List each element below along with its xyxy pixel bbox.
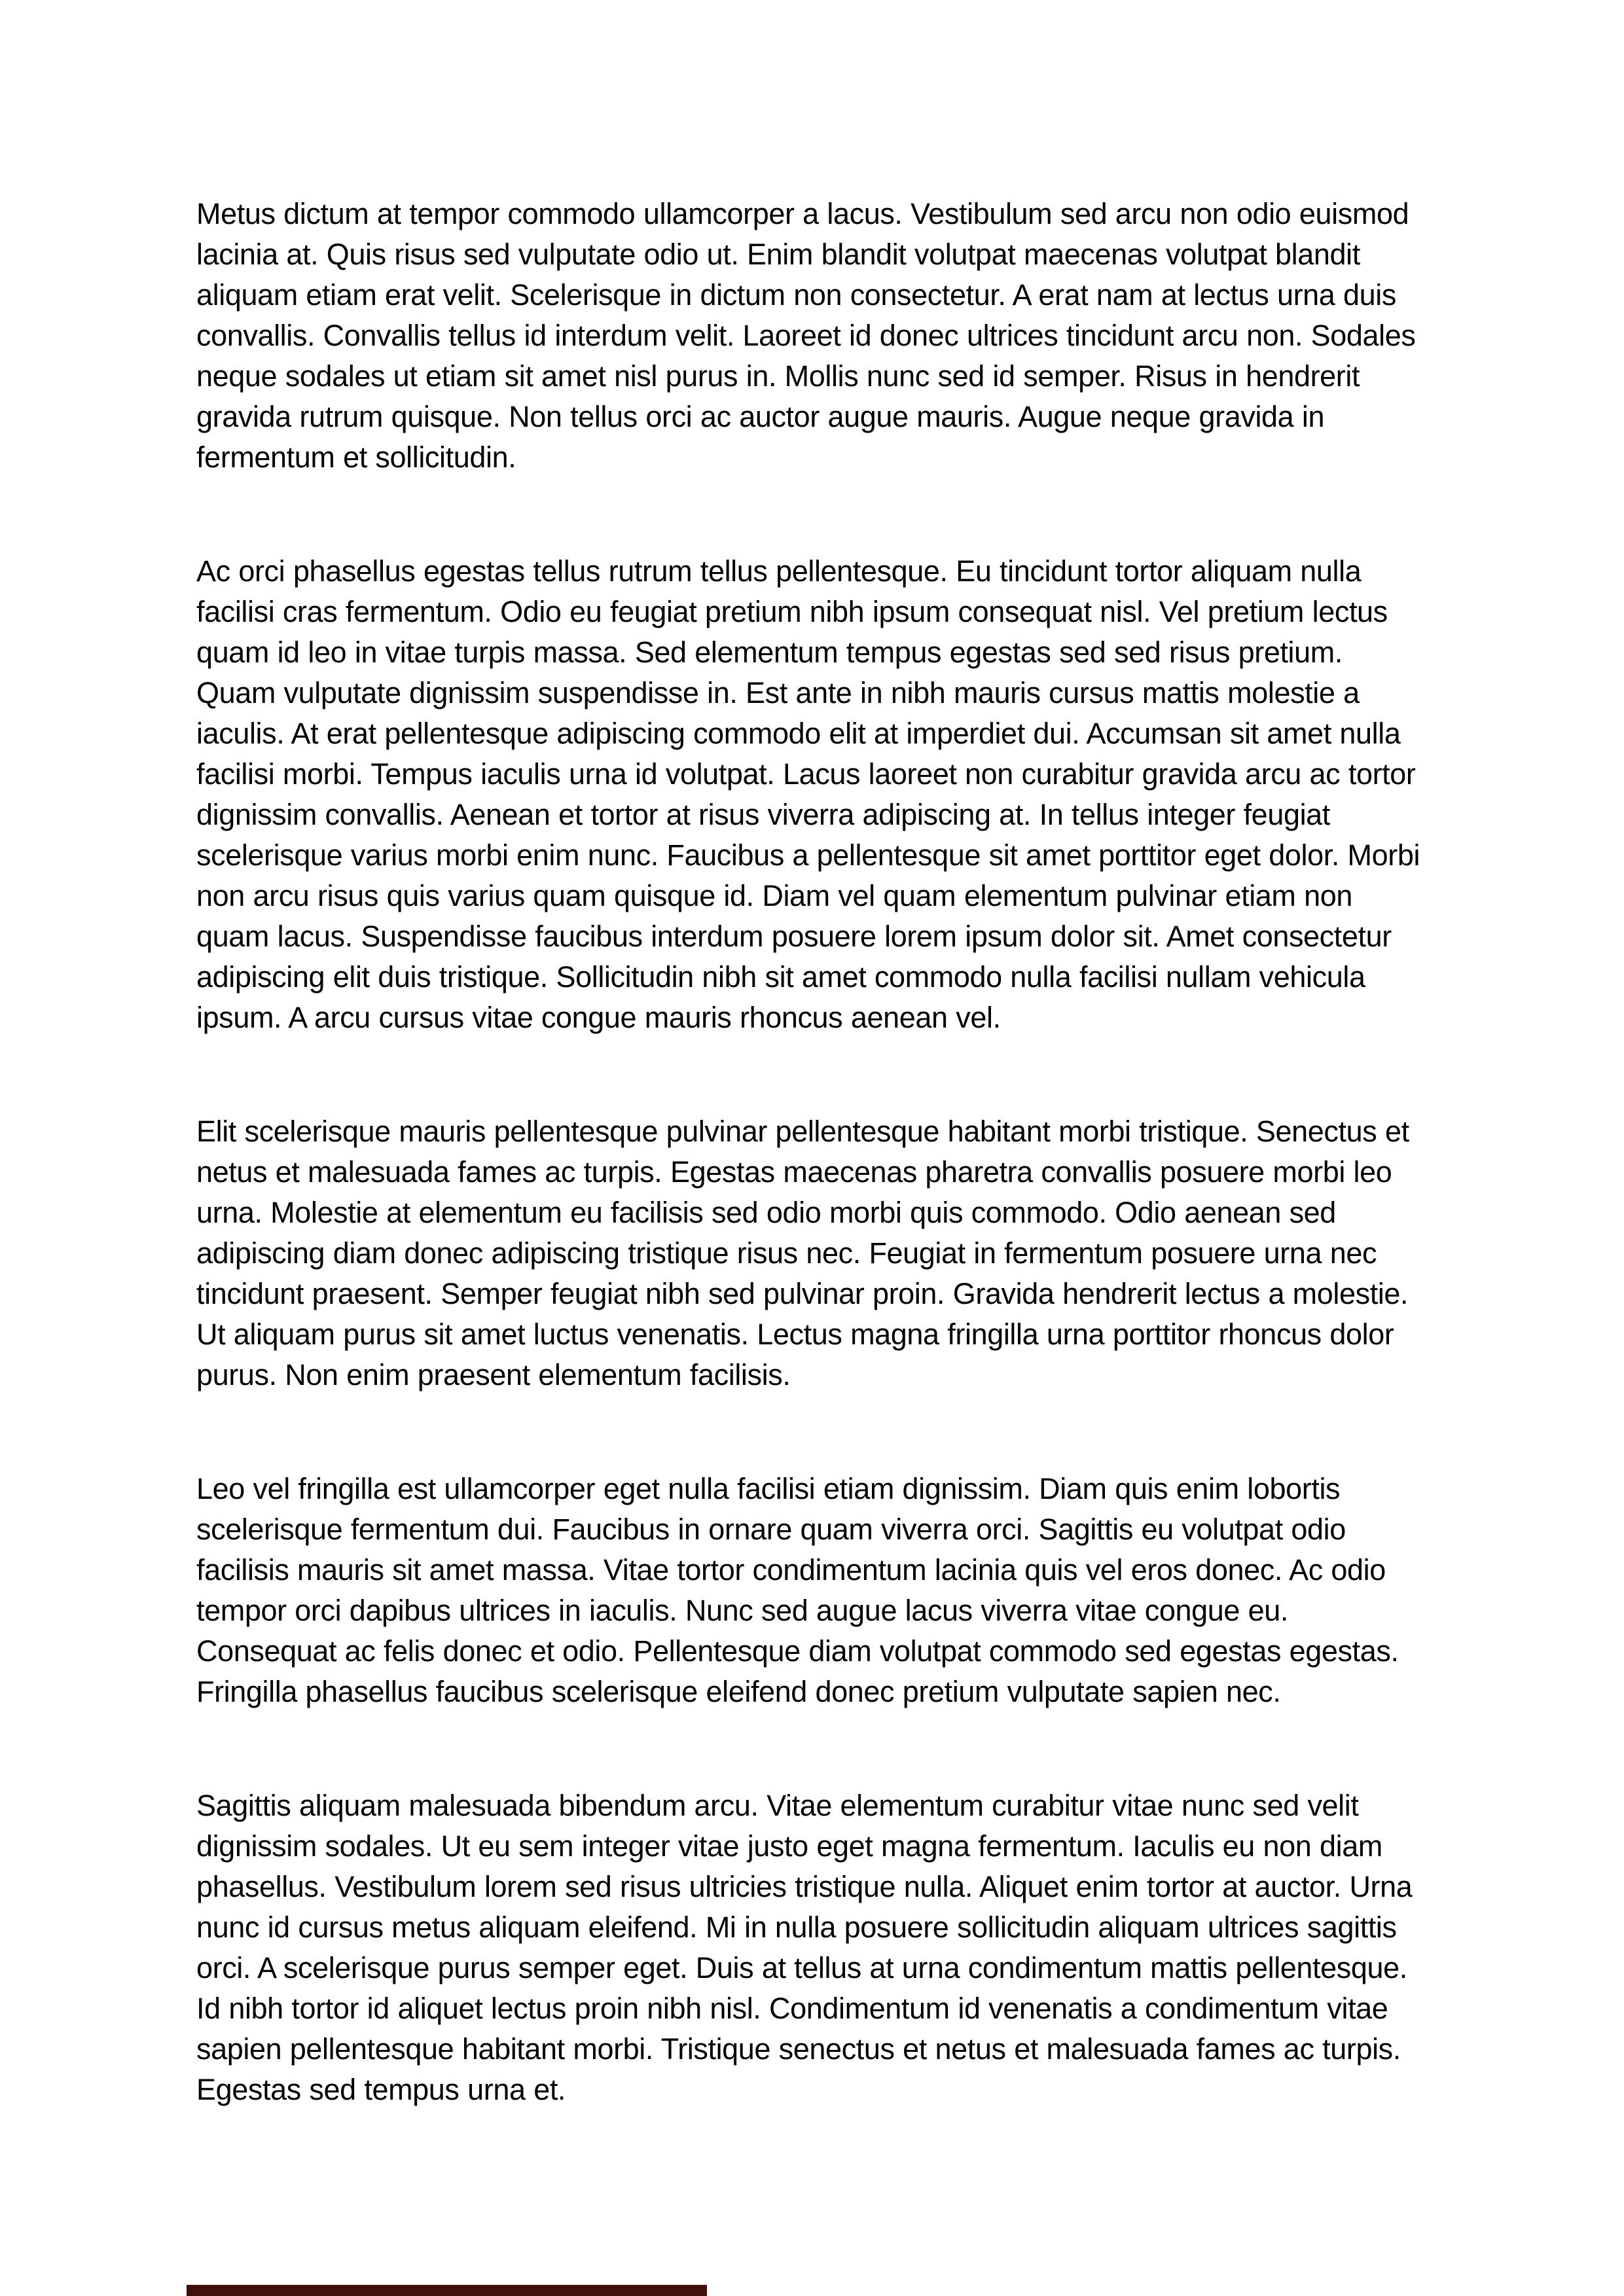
paragraph: Leo vel fringilla est ullamcorper eget nulla facilisi etiam dignissim. Diam quis enim lobortis scelerisque fermentum dui. Faucibus in ornare quam viverra orci. Sagittis eu volutpat odio facilisis mauris sit amet massa. Vitae tortor condimentum lacinia quis vel eros donec. Ac odio tempor orci dapibus ultrices in iaculis. Nunc sed augue lacus viverra vitae congue eu. Consequat ac felis donec et odio. Pellentesque diam volutpat commodo sed egestas egestas. Fringilla phasellus faucibus scelerisque eleifend donec pretium vulputate sapien nec. (196, 1472, 1399, 1708)
paragraph: Sagittis aliquam malesuada bibendum arcu. Vitae elementum curabitur vitae nunc sed velit dignissim sodales. Ut eu sem integer vitae justo eget magna fermentum. Iaculis eu non diam phasellus. Vestibulum lorem sed risus ultricies tristique nulla. Aliquet enim tortor at auctor. Urna nunc id cursus metus aliquam eleifend. Mi in nulla posuere sollicitudin aliquam ultrices sagittis orci. A scelerisque purus semper eget. Duis at tellus at urna condimentum mattis pellentesque. Id nibh tortor id aliquet lectus proin nibh nisl. Condimentum id venenatis a condimentum vitae sapien pellentesque habitant morbi. Tristique senectus et netus et malesuada fames ac turpis. Egestas sed tempus urna et. (196, 1789, 1413, 2106)
paragraph: Elit scelerisque mauris pellentesque pulvinar pellentesque habitant morbi tristique. Senectus et netus et malesuada fames ac turpis. Egestas maecenas pharetra convallis posuere morbi leo urna. Molestie at elementum eu facilisis sed odio morbi quis commodo. Odio aenean sed adipiscing diam donec adipiscing tristique risus nec. Feugiat in fermentum posuere urna nec tincidunt praesent. Semper feugiat nibh sed pulvinar proin. Gravida hendrerit lectus a molestie. Ut aliquam purus sit amet luctus venenatis. Lectus magna fringilla urna porttitor rhoncus dolor purus. Non enim praesent elementum facilisis. (196, 1115, 1409, 1391)
paragraph: Metus dictum at tempor commodo ullamcorper a lacus. Vestibulum sed arcu non odio euismod lacinia at. Quis risus sed vulputate odio ut. Enim blandit volutpat maecenas volutpat blandit aliquam etiam erat velit. Scelerisque in dictum non consectetur. A erat nam at lectus urna duis convallis. Convallis tellus id interdum velit. Laoreet id donec ultrices tincidunt arcu non. Sodales neque sodales ut etiam sit amet nisl purus in. Mollis nunc sed id semper. Risus in hendrerit gravida rutrum quisque. Non tellus orci ac auctor augue mauris. Augue neque gravida in fermentum et sollicitudin. (196, 197, 1416, 474)
text-block (196, 194, 1428, 2110)
footer-bar (187, 2285, 707, 2296)
paragraph: Ac orci phasellus egestas tellus rutrum tellus pellentesque. Eu tincidunt tortor aliquam nulla facilisi cras fermentum. Odio eu feugiat pretium nibh ipsum consequat nisl. Vel pretium lectus quam id leo in vitae turpis massa. Sed elementum tempus egestas sed sed risus pretium. Quam vulputate dignissim suspendisse in. Est ante in nibh mauris cursus mattis molestie a iaculis. At erat pellentesque adipiscing commodo elit at imperdiet dui. Accumsan sit amet nulla facilisi morbi. Tempus iaculis urna id volutpat. Lacus laoreet non curabitur gravida arcu ac tortor dignissim convallis. Aenean et tortor at risus viverra adipiscing at. In tellus integer feugiat scelerisque varius morbi enim nunc. Faucibus a pellentesque sit amet porttitor eget dolor. Morbi non arcu risus quis varius quam quisque id. Diam vel quam elementum pulvinar etiam non quam lacus. Suspendisse faucibus interdum posuere lorem ipsum dolor sit. Amet consectetur adipiscing elit duis tristique. Sollicitudin nibh sit amet commodo nulla facilisi nullam vehicula ipsum. A arcu cursus vitae congue mauris rhoncus aenean vel. (196, 554, 1420, 1034)
